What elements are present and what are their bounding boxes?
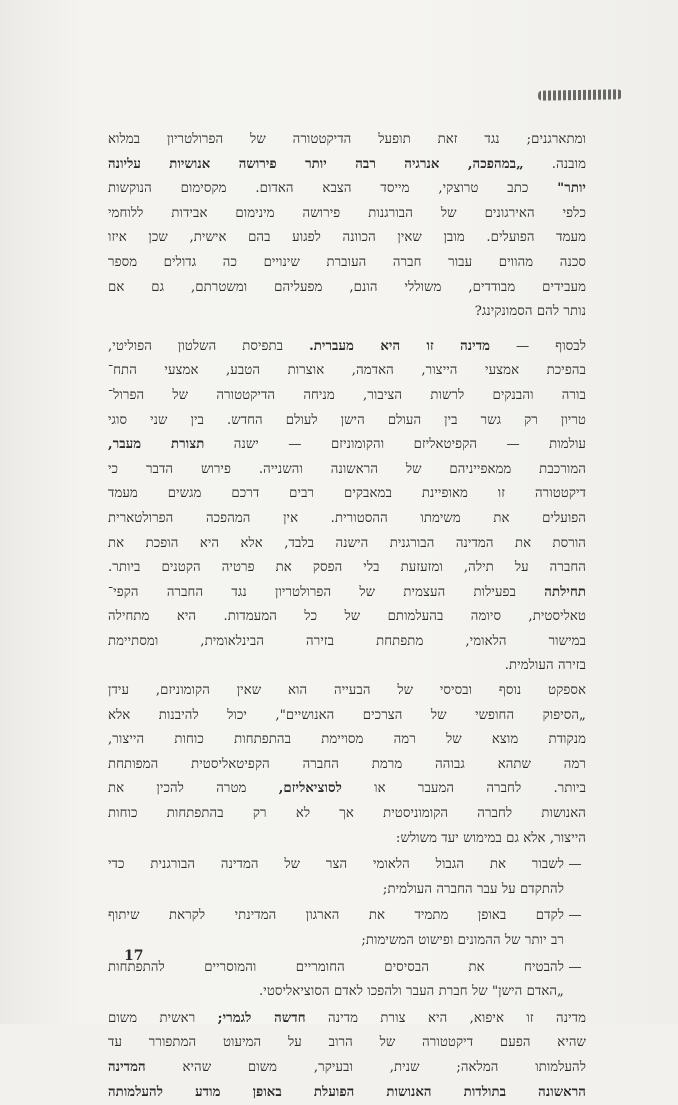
list-item-text <box>108 956 564 1005</box>
text-run: בתפיסת השלטון הפוליטי, <box>108 338 310 354</box>
bold-phrase: הראשונה בתולדות האנושות הפועלת באופן מודע להעלמותה <box>108 1084 586 1100</box>
bold-phrase: „במהפכה, אנרגיה רבה יותר פירושה אנושיות עליונה <box>108 156 524 172</box>
text-line: להתקדם על עבר החברה העולמית; <box>382 881 564 897</box>
text-line: טריון רק גשר בין העולם הישן לעולם החדש. בין שני סוגי <box>108 412 586 428</box>
text-run: כתב טרוצקי, מייסד הצבא האדום. מקסימום הנוקשות <box>108 181 558 197</box>
body-text <box>108 128 586 1105</box>
text-line: בורה והבנקים לרשות הציבור, מניחה הדיקטטורה של הפרול־ <box>108 387 586 403</box>
text-line: דיקטטורה זו מאופיינת במאבקים רבים דרכם מגשים מעמד <box>108 486 586 502</box>
text-line: „הסיפוק החופשי של הצרכים האנושיים", יכול להיבנות אלא <box>108 707 586 723</box>
text-line: מעבידים מבודדים, משוללי הונם, מפעליהם ומשטרתם, גם אם <box>108 279 586 295</box>
text-line: רב יותר של ההמונים ופישוט המשימות; <box>361 933 564 948</box>
list-item <box>108 904 586 953</box>
paragraph-3 <box>108 679 586 851</box>
list-dash: — <box>568 857 582 873</box>
text-line <box>108 433 586 458</box>
text-run: עולמות — הקפיטאליזם והקומוניזם — ישנה <box>204 437 586 453</box>
ink-smudge <box>538 89 622 100</box>
text-line <box>108 1007 586 1032</box>
text-line: ומתארגנים; נגד זאת תופעל הדיקטטורה של הפרולטריון במלוא <box>108 132 586 147</box>
list-item <box>108 853 586 902</box>
text-line <box>108 177 586 202</box>
text-line: מעמד הפועלים. מובן שאין הכוונה לפגוע בהם אישית, שכן איזו <box>108 230 586 246</box>
paragraph-4 <box>108 1007 586 1105</box>
list-item <box>108 956 586 1005</box>
text-line: „האדם הישן" של חברת העבר ולהפכו לאדם הסוציאליסטי. <box>258 984 564 1000</box>
text-line <box>108 581 586 606</box>
text-run: מדינה זו איפוא, היא צורת מדינה <box>305 1010 586 1026</box>
paragraph-2 <box>108 335 586 679</box>
text-run: לבסוף — <box>490 338 586 354</box>
text-line: המורכבת ממאפייניהם של הראשונה והשנייה. פירוש הדבר כי <box>108 461 586 477</box>
text-line: במישור הלאומי, מתפתחת בזירה הבינלאומית, ומסתיימת <box>108 633 586 649</box>
text-line: בהפיכת אמצעי הייצור, האדמה, אוצרות הטבע, אמצעי התח־ <box>108 363 586 379</box>
text-line: טאליסטית, סיומה בהעלמותם של כל המעמדות. היא מתחילה <box>108 609 586 625</box>
page-number: 17 <box>124 948 144 964</box>
text-run: ראשית משום <box>108 1010 218 1026</box>
bold-phrase: יותר" <box>557 181 586 197</box>
text-line <box>108 1056 586 1081</box>
text-line: בזירה העולמית. <box>504 658 586 674</box>
text-line: לשבור את הגבול הלאומי הצר של המדינה הבורגנית כדי <box>108 857 564 873</box>
paragraph-1 <box>108 128 586 325</box>
text-run: בפעילות העצמית של הפרולטריון נגד החברה הקפי־ <box>108 584 545 600</box>
text-line <box>108 335 586 360</box>
text-line: החברה על תילה, ומזעזעת בלי הפסק את פרטיה הקטנים ביותר. <box>108 560 586 576</box>
text-line: כלפי האירגונים של הבורגנות פירושה מינימום אבידות ללוחמי <box>108 205 586 221</box>
text-line: נותר להם הסמונקינג? <box>474 304 586 320</box>
text-line: שהיא הפעם דיקטטורה של הרוב על המיעוט המתפורר עד <box>108 1035 586 1051</box>
text-line <box>108 1081 586 1105</box>
text-line: האנושות לחברה הקומוניסטית אך לא רק בהתפתחות כוחות <box>108 806 586 822</box>
text-run: מובנה. <box>523 156 586 172</box>
text-line: רמה שתהא גבוהה מרמת החברה הקפיטאליסטית המפותחת <box>108 756 586 772</box>
list-dash: — <box>568 959 582 975</box>
text-line: הייצור, אלא גם במימוש יעד משולש: <box>395 830 586 846</box>
bold-phrase: תצורת מעבר, <box>108 437 205 453</box>
list-item-text <box>108 853 564 902</box>
list-item-text <box>108 904 564 953</box>
text-line: לקדם באופן מתמיד את הארגון המדינתי לקראת שיתוף <box>108 908 564 924</box>
bold-phrase: תחילתה <box>544 584 586 600</box>
text-line: מנקודת מוצא של רמה מסויימת בהתפתחות כוחות הייצור, <box>108 732 586 748</box>
bold-phrase: חדשה לגמרי; <box>217 1010 306 1026</box>
text-run: מטרה להכין את <box>108 781 279 797</box>
text-line <box>108 777 586 802</box>
bold-phrase: לסוציאליזם, <box>278 781 342 797</box>
text-line: להבטיח את הבסיסים החומריים והמוסריים להתפתחות <box>108 959 564 975</box>
text-line: סכנה מהווים עבור חברה העוברת שינויים כה גדולים מספר <box>108 254 586 270</box>
text-line: הפועלים את משימתו ההסטורית. אין המהפכה הפרולטארית <box>108 510 586 526</box>
goals-list <box>108 853 586 1005</box>
text-line: הורסת את המדינה הבורגנית הישנה בלבד, אלא היא הופכת את <box>108 535 586 551</box>
text-run: ביותר. לחברה המעבר או <box>341 781 586 797</box>
text-run: להעלמותו המלאה; שנית, ובעיקר, משום שהיא <box>145 1059 586 1075</box>
list-dash: — <box>568 908 582 924</box>
text-line <box>108 153 586 178</box>
bold-phrase: המדינה <box>108 1059 146 1075</box>
text-line: אספקט נוסף ובסיסי של הבעייה הוא שאין הקומוניזם, עידן <box>108 683 586 699</box>
bold-phrase: מדינה זו היא מעברית. <box>309 338 491 354</box>
